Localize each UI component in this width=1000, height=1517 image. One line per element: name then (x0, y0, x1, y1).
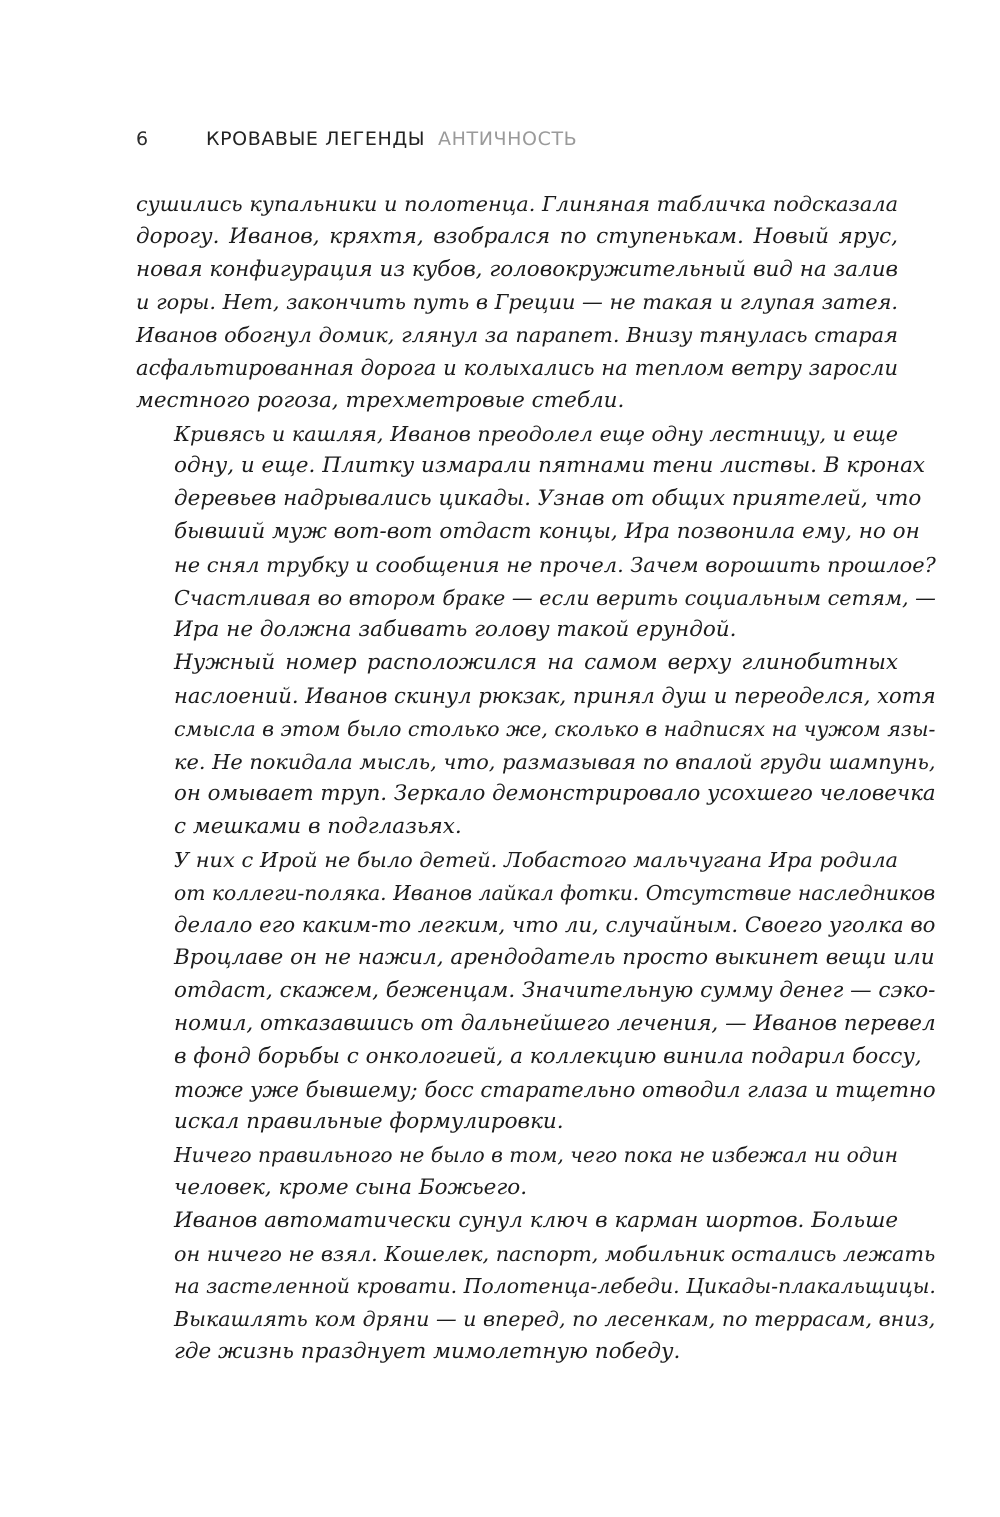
text-line: Вроцлаве он не нажил, арендодатель просто выкинет вещи или (174, 945, 935, 971)
text-line: человек, кроме сына Божьего. (174, 1174, 528, 1200)
paragraph-5 (136, 1139, 898, 1205)
text-line: с мешками в подглазьях. (174, 814, 462, 840)
text-line: сушились купальники и полотенца. Глиняная табличка подсказала (136, 192, 898, 216)
text-line: бывший муж вот-вот отдаст концы, Ира позвонила ему, но он (174, 518, 920, 544)
paragraph-1 (136, 188, 898, 418)
book-title: КРОВАВЫЕ ЛЕГЕНДЫ (206, 128, 426, 150)
text-line: Выкашлять ком дряни — и вперед, по лесенкам, по террасам, вниз, (174, 1307, 936, 1332)
text-line: Нужный номер расположился на самом верху глинобитных (174, 650, 898, 676)
text-line: и горы. Нет, закончить путь в Греции — не такая и глупая затея. (136, 290, 898, 315)
text-line: на застеленной кровати. Полотенца-лебеди. Цикады-плакальщицы. (174, 1274, 936, 1299)
text-line: Кривясь и кашляя, Иванов преодолел еще одну лестницу, и еще (174, 421, 898, 446)
paragraph-3 (136, 647, 936, 844)
text-line: одну, и еще. Плитку измарали пятнами тени листвы. В кронах (174, 453, 926, 479)
text-line: У них с Ирой не было детей. Лобастого мальчугана Ира родила (174, 847, 898, 872)
text-line: Счастливая во втором браке — если верить социальным сетям, — (174, 585, 936, 610)
text-line: искал правильные формулировки. (174, 1109, 564, 1135)
text-line: делало его каким-то легким, что ли, случайным. Своего уголка во (174, 912, 936, 938)
text-line: где жизнь празднует мимолетную победу. (174, 1338, 681, 1364)
text-line: тоже уже бывшему; босс старательно отводил глаза и тщетно (174, 1076, 936, 1102)
text-line: Иванов автоматически сунул ключ в карман шортов. Больше (174, 1207, 898, 1233)
text-line: от коллеги-поляка. Иванов лайкал фотки. Отсутствие наследников (174, 880, 936, 905)
text-line: отдаст, скажем, беженцам. Значительную сумму денег — сэко- (174, 978, 936, 1004)
text-line: он омывает труп. Зеркало демонстрировало усохшего человечка (174, 781, 936, 807)
text-line: в фонд борьбы с онкологией, а коллекцию винила подарил боссу, (174, 1043, 922, 1069)
text-line: не снял трубку и сообщения не прочел. Зачем ворошить прошлое? (174, 552, 936, 577)
text-line: ке. Не покидала мысль, что, размазывая по впалой груди шампунь, (174, 749, 936, 774)
text-line: асфальтированная дорога и колыхались на теплом ветру заросли (136, 354, 898, 380)
text-line: новая конфигурация из кубов, головокружительный вид на залив (136, 256, 898, 282)
text-line: местного рогоза, трехметровые стебли. (136, 387, 625, 413)
section-title: АНТИЧНОСТЬ (438, 128, 578, 150)
text-line: Ира не должна забивать голову такой ерундой. (174, 617, 737, 643)
text-line: смысла в этом было столько же, сколько в надписях на чужом язы- (174, 716, 936, 741)
text-line: дорогу. Иванов, кряхтя, взобрался по ступенькам. Новый ярус, (136, 223, 898, 249)
text-line: он ничего не взял. Кошелек, паспорт, мобильник остались лежать (174, 1241, 936, 1266)
text-line: номил, отказавшись от дальнейшего лечения, — Иванов перевел (174, 1010, 936, 1036)
text-line: Иванов обогнул домик, глянул за парапет. Внизу тянулась старая (136, 323, 898, 348)
text-line: Ничего правильного не было в том, чего пока не избежал ни один (174, 1143, 898, 1168)
paragraph-6 (136, 1205, 936, 1369)
text-line: наслоений. Иванов скинул рюкзак, принял душ и переоделся, хотя (174, 682, 936, 708)
body-text (136, 188, 936, 1369)
paragraph-4 (136, 844, 936, 1139)
text-line: деревьев надрывались цикады. Узнав от общих приятелей, что (174, 486, 922, 512)
page-number: 6 (136, 128, 149, 150)
paragraph-2 (136, 418, 936, 648)
